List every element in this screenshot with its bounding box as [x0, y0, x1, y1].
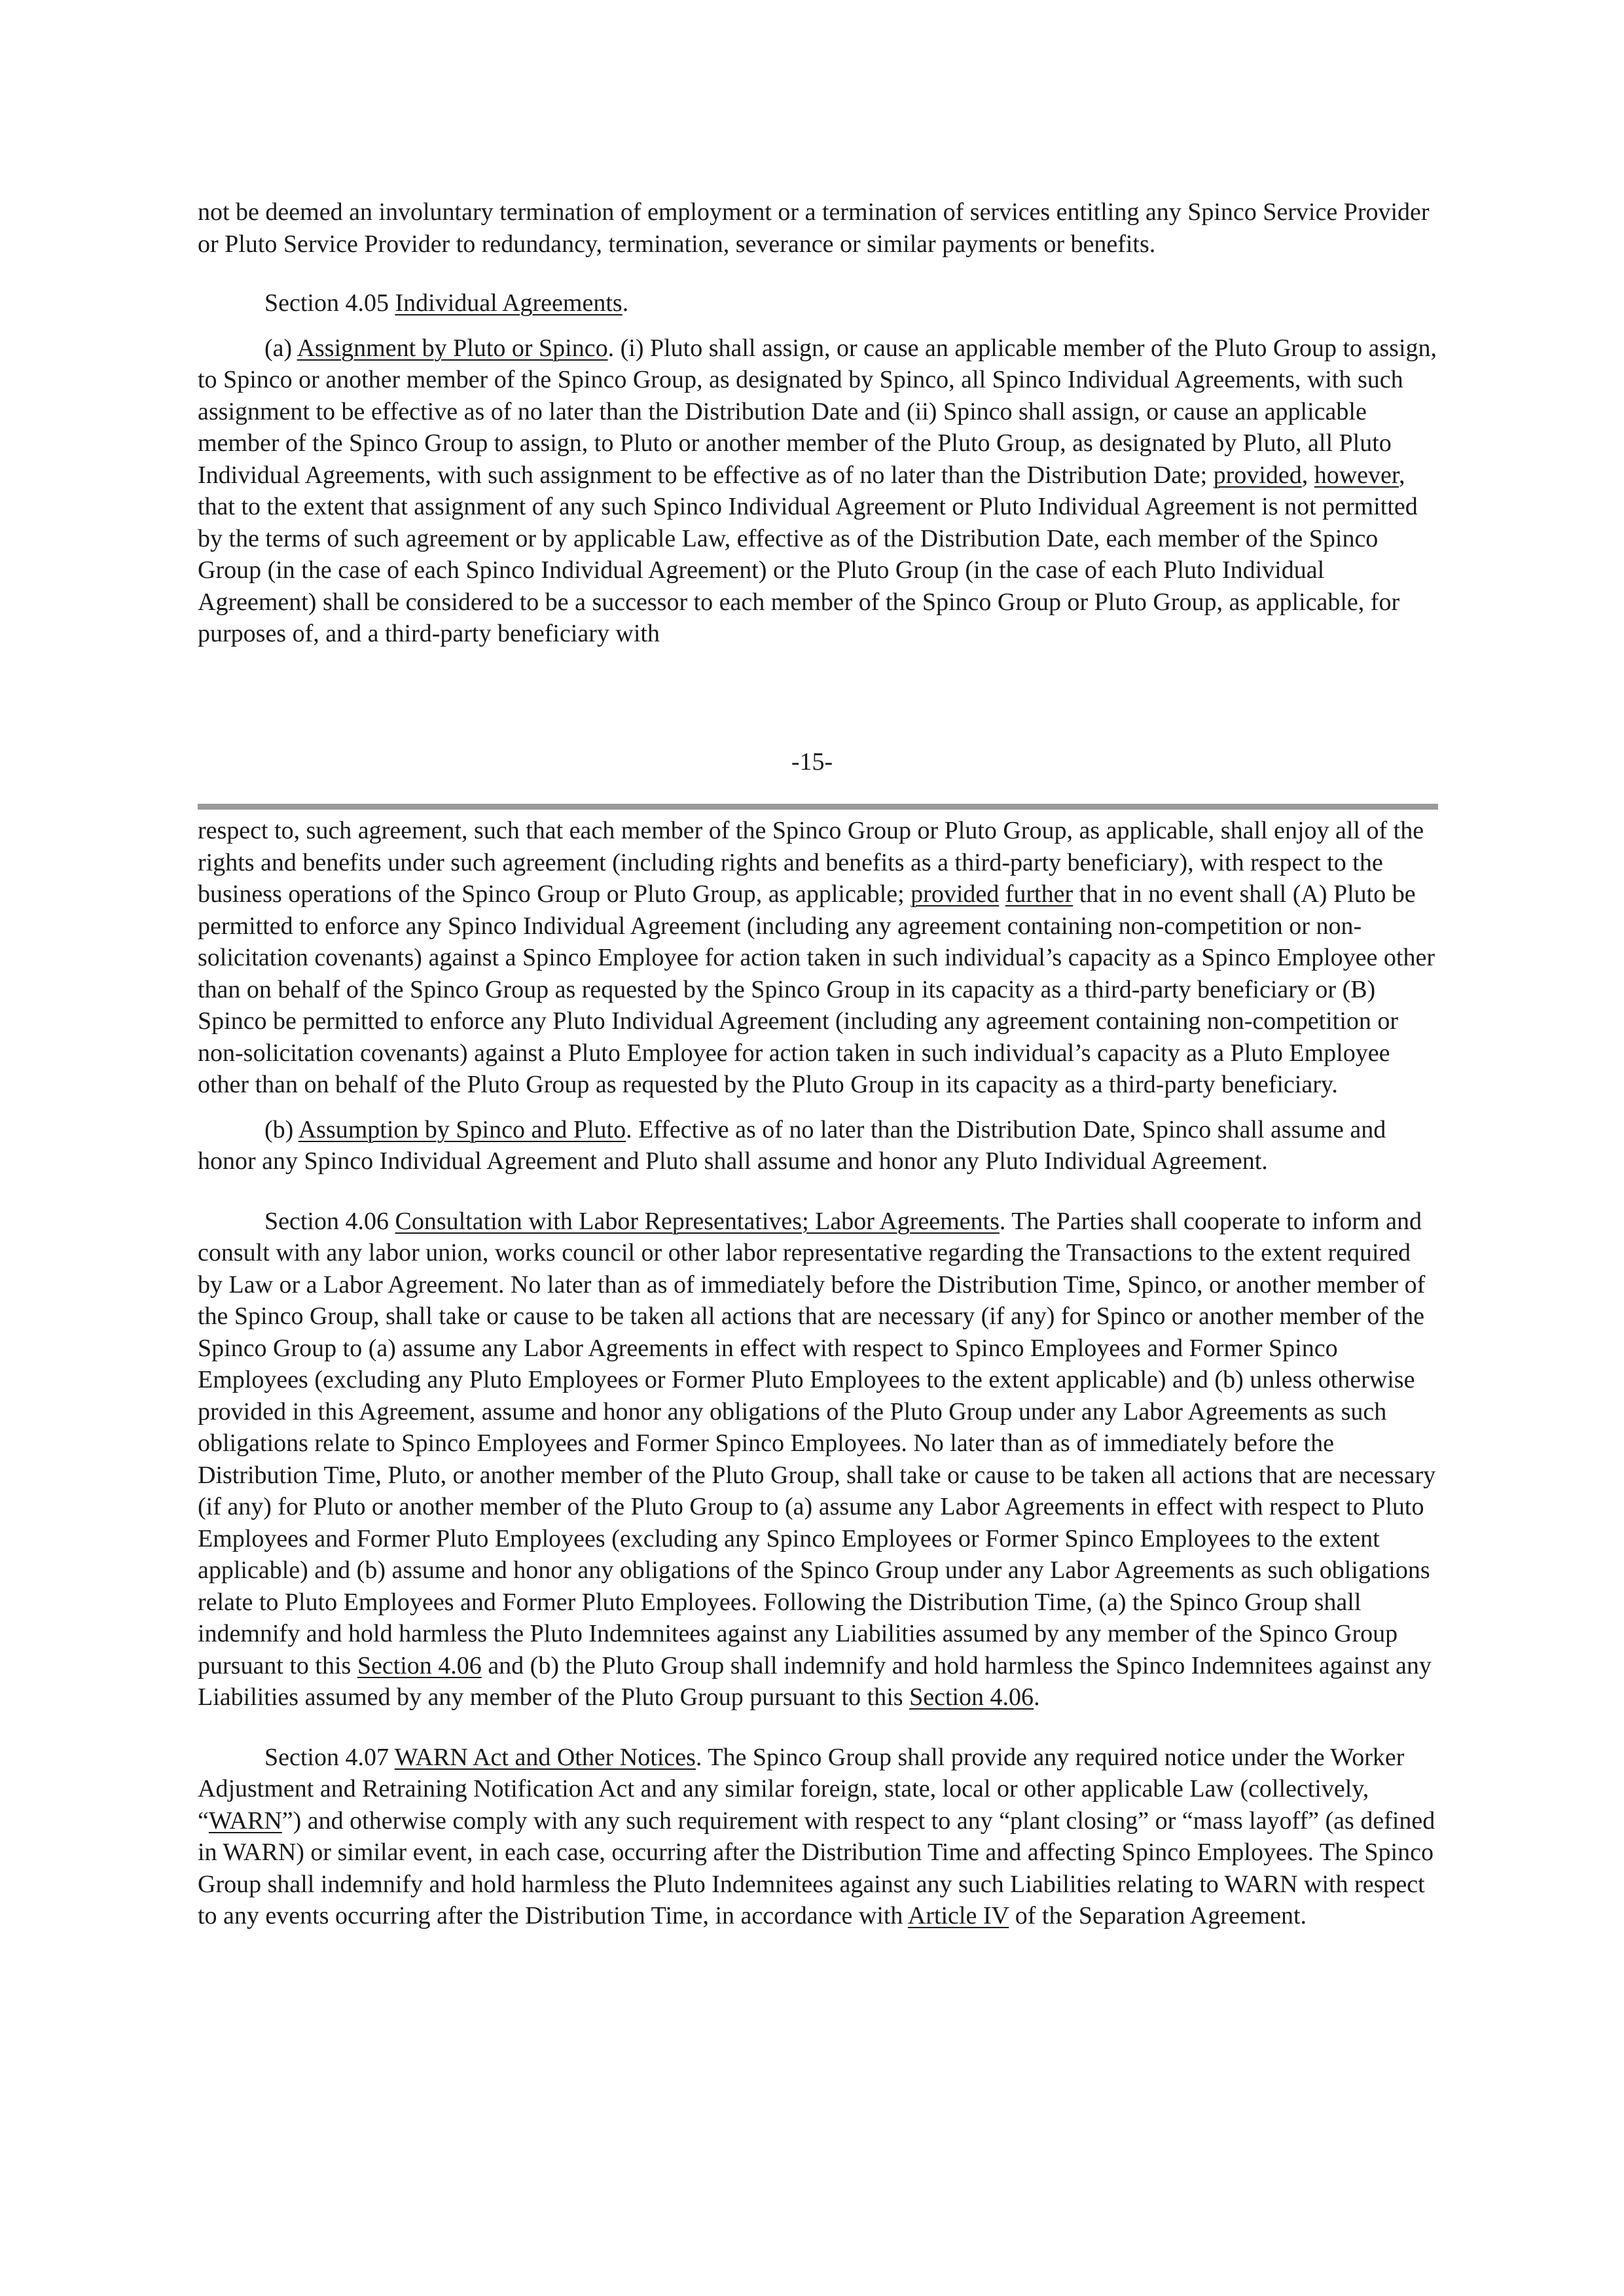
page-bottom	[198, 815, 1438, 1932]
section-number: Section 4.05	[264, 289, 395, 317]
however-term: however	[1314, 461, 1399, 489]
subsection-title: Assumption by Spinco and Pluto	[298, 1115, 626, 1143]
section-number: Section 4.06	[264, 1207, 395, 1235]
provided-term: provided	[1213, 461, 1302, 489]
section-4-07-paragraph: Section 4.07 WARN Act and Other Notices. The Spinco Group shall provide any required notice under the Worker Adjustment and Retraining Notification Act and any similar foreign, state, local or other applicable Law (collectively, “WARN”) and otherwise comply with any such requirement with respect to any “plant closing” or “mass layoff” (as defined in WARN) or similar event, in each case, occurring after the Distribution Time and affecting Spinco Employees. The Spinco Group shall indemnify and hold harmless the Pluto Indemnitees against any such Liabilities relating to WARN with respect to any events occurring after the Distribution Time, in accordance with Article IV of the Separation Agreement.	[198, 1743, 1435, 1929]
article-reference: Article IV	[907, 1902, 1009, 1929]
section-4-05-b-paragraph: (b) Assumption by Spinco and Pluto. Effective as of no later than the Distribution Date, Spinco shall assume and honor any Spinco Individual Agreement and Pluto shall assume and honor any Pluto Individual Agreement.	[198, 1115, 1386, 1175]
subsection-title: Assignment by Pluto or Spinco	[297, 334, 608, 362]
page-break-divider	[198, 804, 1438, 810]
section-number: Section 4.07	[264, 1743, 395, 1771]
page-number: -15-	[791, 748, 833, 776]
section-title: Individual Agreements	[395, 289, 623, 317]
section-4-05-a-paragraph: (a) Assignment by Pluto or Spinco. (i) Pluto shall assign, or cause an applicable member of the Pluto Group to assign, to Spinco or another member of the Spinco Group, as designated by Spinco, all Spinco Individual Agreements, with such assignment to be effective as of no later than the Distribution Date and (ii) Spinco shall assign, or cause an applicable member of the Spinco Group to assign, to Pluto or another member of the Pluto Group, as designated by Pluto, all Pluto Individual Agreements, with such assignment to be effective as of no later than the Distribution Date; provided, however, that to the extent that assignment of any such Spinco Individual Agreement or Pluto Individual Agreement is not permitted by the terms of such agreement or by applicable Law, effective as of the Distribution Date, each member of the Spinco Group (in the case of each Spinco Individual Agreement) or the Pluto Group (in the case of each Pluto Individual Agreement) shall be considered to be a successor to each member of the Spinco Group or Pluto Group, as applicable, for purposes of, and a third-party beneficiary with	[198, 334, 1437, 647]
page-top	[198, 196, 1438, 650]
carryover-paragraph: not be deemed an involuntary termination of employment or a termination of services entitling any Spinco Service Provider or Pluto Service Provider to redundancy, termination, severance or similar payments or benefits.	[198, 198, 1430, 258]
section-4-06-paragraph: Section 4.06 Consultation with Labor Representatives; Labor Agreements. The Parties shall cooperate to inform and consult with any labor union, works council or other labor representative regarding the Transactions to the extent required by Law or a Labor Agreement. No later than as of immediately before the Distribution Time, Spinco, or another member of the Spinco Group, shall take or cause to be taken all actions that are necessary (if any) for Spinco or another member of the Spinco Group to (a) assume any Labor Agreements in effect with respect to Spinco Employees and Former Spinco Employees (excluding any Pluto Employees or Former Pluto Employees to the extent applicable) and (b) unless otherwise provided in this Agreement, assume and honor any obligations of the Pluto Group under any Labor Agreements as such obligations relate to Spinco Employees and Former Spinco Employees. No later than as of immediately before the Distribution Time, Pluto, or another member of the Pluto Group, shall take or cause to be taken all actions that are necessary (if any) for Pluto or another member of the Pluto Group to (a) assume any Labor Agreements in effect with respect to Pluto Employees and Former Pluto Employees (excluding any Spinco Employees or Former Spinco Employees to the extent applicable) and (b) assume and honor any obligations of the Spinco Group under any Labor Agreements as such obligations relate to Pluto Employees and Former Pluto Employees. Following the Distribution Time, (a) the Spinco Group shall indemnify and hold harmless the Pluto Indemnitees against any Liabilities assumed by any member of the Spinco Group pursuant to this Section 4.06 and (b) the Pluto Group shall indemnify and hold harmless the Spinco Indemnitees against any Liabilities assumed by any member of the Pluto Group pursuant to this Section 4.06.	[198, 1207, 1436, 1711]
provided-term: provided	[911, 880, 1000, 908]
section-4-05-heading: Section 4.05 Individual Agreements.	[264, 289, 629, 317]
further-term: further	[1005, 880, 1074, 908]
defined-term-warn: WARN	[208, 1806, 282, 1835]
section-title: Consultation with Labor Representatives; Labor Agreements	[395, 1207, 1000, 1235]
section-reference: Section 4.06	[357, 1651, 482, 1679]
section-reference: Section 4.06	[909, 1683, 1034, 1711]
continuation-paragraph: respect to, such agreement, such that each member of the Spinco Group or Pluto Group, as applicable, shall enjoy all of the rights and benefits under such agreement (including rights and benefits as a third-party beneficiary), with respect to the business operations of the Spinco Group or Pluto Group, as applicable; provided further that in no event shall (A) Pluto be permitted to enforce any Spinco Individual Agreement (including any agreement containing non-competition or non-solicitation covenants) against a Spinco Employee for action taken in such individual’s capacity as a Spinco Employee other than on behalf of the Spinco Group as requested by the Spinco Group in its capacity as a third-party beneficiary or (B) Spinco be permitted to enforce any Pluto Individual Agreement (including any agreement containing non-competition or non-solicitation covenants) against a Pluto Employee for action taken in such individual’s capacity as a Pluto Employee other than on behalf of the Pluto Group as requested by the Pluto Group in its capacity as a third-party beneficiary.	[198, 817, 1435, 1098]
section-title: WARN Act and Other Notices	[394, 1743, 696, 1771]
